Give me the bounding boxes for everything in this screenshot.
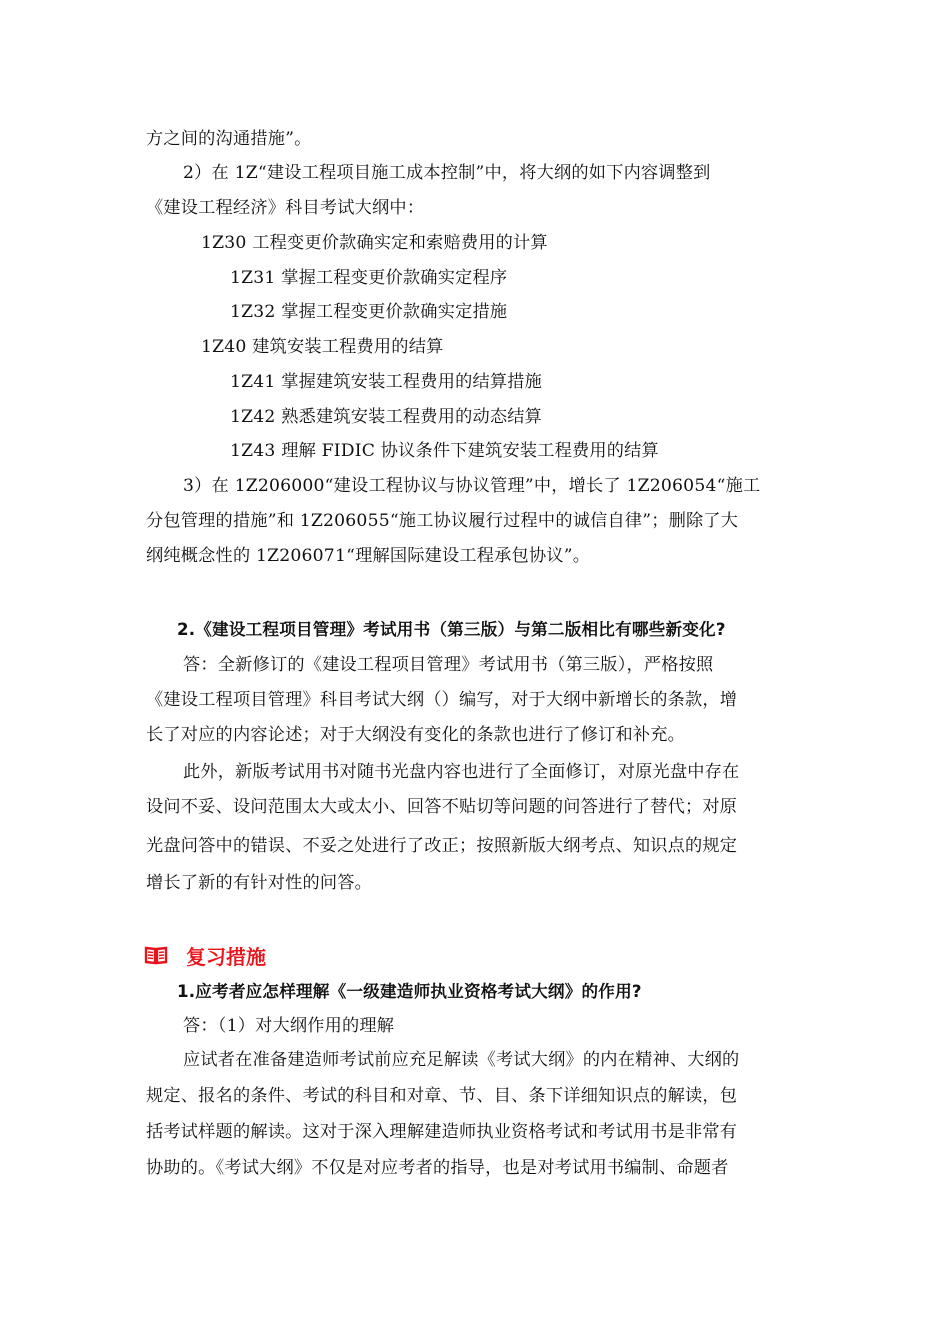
paragraph-line: 应试者在准备建造师考试前应充足解读《考试大纲》的内在精神、大纲的 [183, 1050, 740, 1070]
paragraph-line: 方之间的沟通措施”。 [146, 129, 312, 149]
paragraph-line: 答：全新修订的《建设工程项目管理》考试用书（第三版），严格按照 [183, 655, 714, 675]
outline-item: 1Z30 工程变更价款确实定和索赔费用的计算 [201, 233, 548, 253]
paragraph-line: 规定、报名的条件、考试的科目和对章、节、目、条下详细知识点的解读，包 [146, 1086, 738, 1106]
paragraph-line: 括考试样题的解读。这对于深入理解建造师执业资格考试和考试用书是非常有 [146, 1122, 738, 1142]
paragraph-line: 3）在 1Z206000“建设工程协议与协议管理”中，增长了 1Z206054“施工 [183, 476, 761, 496]
paragraph-line: 增长了新的有针对性的问答。 [146, 873, 373, 893]
paragraph-line: 长了对应的内容论述；对于大纲没有变化的条款也进行了修订和补充。 [146, 725, 686, 745]
paragraph-line: 光盘问答中的错误、不妥之处进行了改正；按照新版大纲考点、知识点的规定 [146, 836, 738, 856]
outline-item: 1Z40 建筑安装工程费用的结算 [201, 337, 444, 357]
paragraph-line: 分包管理的措施”和 1Z206055“施工协议履行过程中的诚信自律”；删除了大 [146, 511, 739, 531]
paragraph-line: 设问不妥、设问范围太大或太小、回答不贴切等问题的问答进行了替代；对原 [146, 797, 738, 817]
outline-item: 1Z31 掌握工程变更价款确实定程序 [230, 268, 508, 288]
paragraph-line: 《建设工程经济》科目考试大纲中： [146, 198, 425, 218]
question-heading: 1.应考者应怎样理解《一级建造师执业资格考试大纲》的作用? [177, 982, 642, 1001]
outline-item: 1Z32 掌握工程变更价款确实定措施 [230, 302, 508, 322]
paragraph-line: 此外，新版考试用书对随书光盘内容也进行了全面修订，对原光盘中存在 [183, 762, 740, 782]
outline-item: 1Z42 熟悉建筑安装工程费用的动态结算 [230, 407, 543, 427]
paragraph-line: 协助的。《考试大纲》不仅是对应考者的指导，也是对考试用书编制、命题者 [146, 1158, 729, 1178]
question-heading: 2.《建设工程项目管理》考试用书（第三版）与第二版相比有哪些新变化? [177, 620, 726, 639]
paragraph-line: 答：（1）对大纲作用的理解 [183, 1016, 395, 1036]
paragraph-line: 2）在 1Z“建设工程项目施工成本控制”中，将大纲的如下内容调整到 [183, 163, 711, 183]
outline-item: 1Z43 理解 FIDIC 协议条件下建筑安装工程费用的结算 [230, 441, 659, 461]
paragraph-line: 《建设工程项目管理》科目考试大纲（）编写，对于大纲中新增长的条款，增 [146, 690, 738, 710]
outline-item: 1Z41 掌握建筑安装工程费用的结算措施 [230, 372, 543, 392]
open-book-icon [144, 945, 168, 965]
section-heading [144, 940, 266, 970]
section-title: 复习措施 [186, 944, 266, 969]
paragraph-line: 纲纯概念性的 1Z206071“理解国际建设工程承包协议”。 [146, 546, 591, 566]
